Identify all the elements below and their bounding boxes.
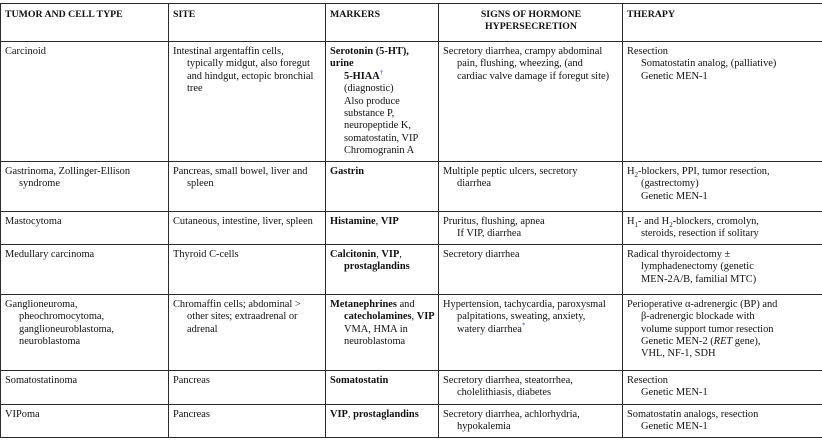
cell-therapy: Perioperative α-adrenergic (BP) and β-adrenergic blockade with volume support tumor resection Genetic MEN-2 (RET gene), VHL, NF-1, SDH bbox=[623, 294, 822, 370]
cell-site: Intestinal argentaffin cells, typically midgut, also foregut and hindgut, ectopic bronchial tree bbox=[169, 42, 326, 162]
header-row bbox=[1, 4, 822, 42]
cell-markers: Serotonin (5-HT), urine 5-HIAA† (diagnostic) Also produce substance P, neuropeptide K, somatostatin, VIP Chromogranin A bbox=[326, 42, 439, 162]
header-site: SITE bbox=[169, 4, 326, 42]
table-row bbox=[1, 294, 822, 370]
cell-tumor-type: Gastrinoma, Zollinger-Ellison syndrome bbox=[1, 162, 169, 212]
cell-signs: Multiple peptic ulcers, secretory diarrhea bbox=[439, 162, 623, 212]
cell-signs: Secretory diarrhea, achlorhydria, hypokalemia bbox=[439, 404, 623, 437]
header-tumor-type: TUMOR AND CELL TYPE bbox=[1, 4, 169, 42]
cell-therapy: $H_2$-blockers, PPI, tumor resection, (gastrectomy) Genetic MEN-1 bbox=[623, 162, 822, 212]
cell-signs: Secretory diarrhea bbox=[439, 244, 623, 294]
cell-therapy: Resection Genetic MEN-1 bbox=[623, 370, 822, 404]
cell-markers: Somatostatin bbox=[326, 370, 439, 404]
table-row bbox=[1, 162, 822, 212]
cell-signs: Pruritus, flushing, apnea If VIP, diarrhea bbox=[439, 212, 623, 245]
table-row bbox=[1, 244, 822, 294]
table-row bbox=[1, 42, 822, 162]
table-row bbox=[1, 370, 822, 404]
cell-markers: Gastrin bbox=[326, 162, 439, 212]
header-signs-line1: SIGNS OF HORMONE bbox=[480, 9, 582, 20]
cell-site: Cutaneous, intestine, liver, spleen bbox=[169, 212, 326, 245]
cell-markers: VIP, prostaglandins bbox=[326, 404, 439, 437]
cell-markers: Metanephrines and catecholamines, VIP VMA, HMA in neuroblastoma bbox=[326, 294, 439, 370]
header-signs bbox=[439, 4, 623, 42]
cell-site: Pancreas bbox=[169, 404, 326, 437]
cell-site: Thyroid C-cells bbox=[169, 244, 326, 294]
tumor-table bbox=[0, 3, 822, 438]
header-markers: MARKERS bbox=[326, 4, 439, 42]
cell-tumor-type: Somatostatinoma bbox=[1, 370, 169, 404]
cell-therapy: Somatostatin analogs, resection Genetic MEN-1 bbox=[623, 404, 822, 437]
cell-site: Pancreas bbox=[169, 370, 326, 404]
header-signs-line2: HYPERSECRETION bbox=[485, 21, 577, 33]
cell-markers: Histamine, VIP bbox=[326, 212, 439, 245]
cell-therapy: $H_1-$ and $H_2$-blockers, cromolyn, steroids, resection if solitary bbox=[623, 212, 822, 245]
cell-tumor-type: Ganglioneuroma, pheochromocytoma, ganglioneuroblastoma, neuroblastoma bbox=[1, 294, 169, 370]
cell-markers: Calcitonin, VIP, prostaglandins bbox=[326, 244, 439, 294]
cell-tumor-type: VIPoma bbox=[1, 404, 169, 437]
cell-therapy: Radical thyroidectomy ± lymphadenectomy (genetic MEN-2A/B, familial MTC) bbox=[623, 244, 822, 294]
cell-tumor-type: Carcinoid bbox=[1, 42, 169, 162]
cell-tumor-type: Medullary carcinoma bbox=[1, 244, 169, 294]
cell-site: Chromaffin cells; abdominal > other sites; extraadrenal or adrenal bbox=[169, 294, 326, 370]
cell-tumor-type: Mastocytoma bbox=[1, 212, 169, 245]
header-therapy: THERAPY bbox=[623, 4, 822, 42]
cell-therapy: Resection Somatostatin analog, (palliative) Genetic MEN-1 bbox=[623, 42, 822, 162]
cell-signs: Secretory diarrhea, crampy abdominal pain, flushing, wheezing, (and cardiac valve damage if foregut site) bbox=[439, 42, 623, 162]
table-row bbox=[1, 212, 822, 245]
cell-site: Pancreas, small bowel, liver and spleen bbox=[169, 162, 326, 212]
table-row bbox=[1, 404, 822, 437]
cell-signs: Secretory diarrhea, steatorrhea, cholelithiasis, diabetes bbox=[439, 370, 623, 404]
cell-signs: Hypertension, tachycardia, paroxysmal palpitations, sweating, anxiety, watery diarrhea* bbox=[439, 294, 623, 370]
